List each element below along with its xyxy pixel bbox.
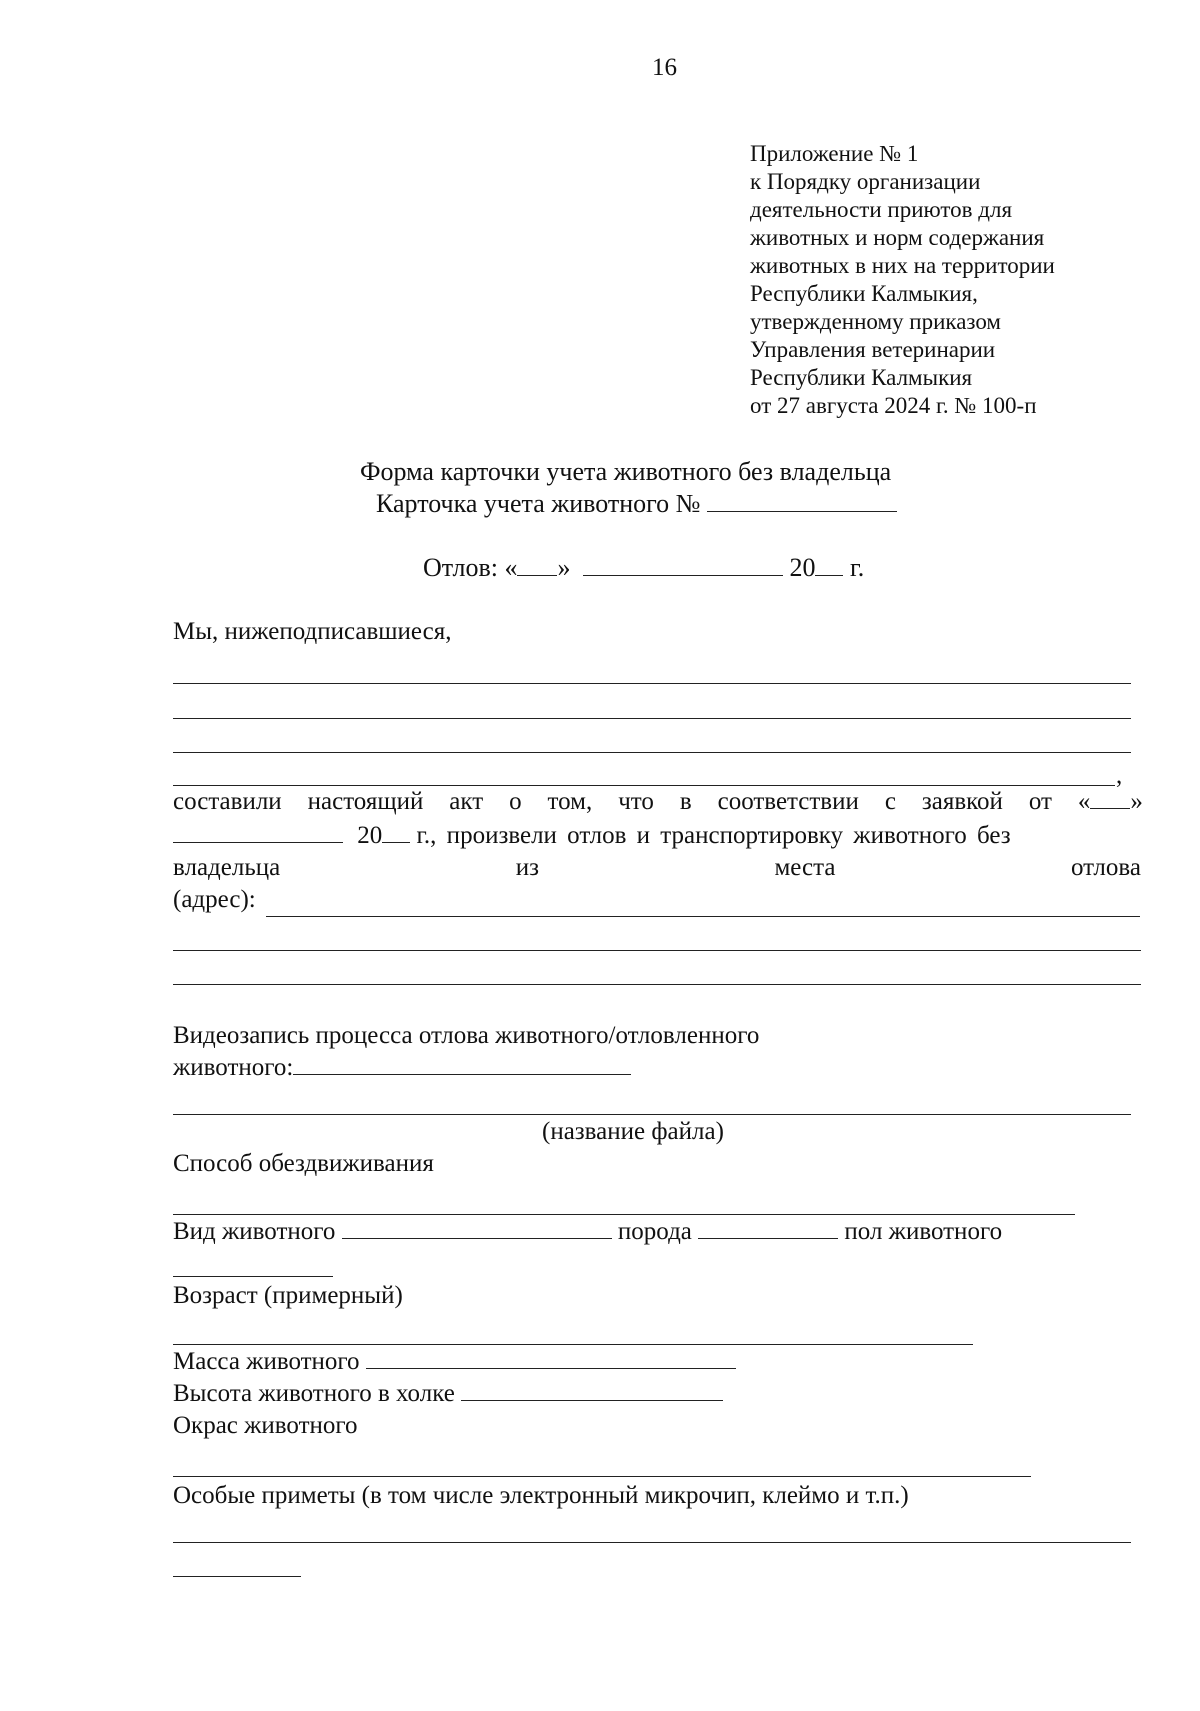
act-word: о [509, 788, 522, 815]
capture-year-field[interactable] [815, 553, 843, 576]
color-label: Окрас животного [173, 1412, 358, 1439]
weight-label: Масса животного [173, 1348, 360, 1375]
animal-type-line [173, 1216, 1002, 1248]
appendix-line: животных и норм содержания [750, 225, 1045, 250]
animal-type-field[interactable] [342, 1216, 612, 1239]
act-line-3 [173, 852, 1141, 884]
immobilization-label: Способ обездвиживания [173, 1150, 434, 1177]
appendix-line: Управления ветеринарии [750, 337, 996, 362]
act-line-1 [173, 786, 1143, 818]
immobilization-field[interactable] [173, 1214, 1075, 1215]
capture-year-suffix: г. [849, 553, 865, 582]
file-name-caption: (название файла) [542, 1118, 724, 1145]
act-word: от [1028, 788, 1052, 815]
act-word: заявкой [921, 788, 1003, 815]
appendix-line: утвержденному приказом [750, 309, 1001, 334]
address-field-2[interactable] [173, 950, 1141, 951]
card-number-field[interactable] [707, 489, 897, 512]
act-word: акт [449, 788, 484, 815]
request-day-group: « » [1077, 788, 1143, 815]
appendix-line: Республики Калмыкия [750, 365, 973, 390]
capture-year-prefix: 20 [789, 553, 816, 582]
appendix-line: от 27 августа 2024 г. № 100-п [750, 393, 1037, 418]
act-line-3-word: из [515, 854, 539, 881]
height-line [173, 1378, 723, 1410]
address-field-3[interactable] [173, 984, 1141, 985]
appendix-line: к Порядку организации [750, 169, 981, 194]
act-line-2 [173, 820, 1011, 852]
page-number: 16 [652, 54, 677, 81]
request-day-field[interactable] [1090, 786, 1130, 809]
weight-line [173, 1346, 736, 1378]
form-title: Форма карточки учета животного без владельца [360, 457, 892, 486]
capture-day-field[interactable] [517, 553, 557, 576]
capture-date-line [423, 552, 864, 584]
marks-label: Особые приметы (в том числе электронный микрочип, клеймо и т.п.) [173, 1482, 909, 1509]
age-label: Возраст (примерный) [173, 1282, 403, 1309]
signers-comma: , [1116, 762, 1123, 789]
sex-field[interactable] [173, 1276, 333, 1277]
act-word: настоящий [307, 788, 424, 815]
appendix-line: животных в них на территории [750, 253, 1055, 278]
capture-close-quote: » [557, 553, 571, 582]
appendix-line: деятельности приютов для [750, 197, 1013, 222]
appendix-line: Республики Калмыкия, [750, 281, 978, 306]
capture-date-label: Отлов: « [423, 553, 518, 582]
appendix-line: Приложение № 1 [750, 141, 919, 166]
appendix-block [750, 140, 1055, 420]
signers-label: Мы, нижеподписавшиеся, [173, 618, 452, 645]
act-word: в [679, 788, 692, 815]
card-title: Карточка учета животного № [376, 489, 701, 518]
marks-field-1[interactable] [173, 1542, 1131, 1543]
request-year-field[interactable] [382, 820, 410, 843]
request-month-field[interactable] [173, 820, 343, 843]
color-field[interactable] [173, 1476, 1031, 1477]
card-title-line [376, 488, 897, 520]
act-word: составили [173, 788, 282, 815]
marks-field-2[interactable] [173, 1576, 301, 1577]
animal-type-label: Вид животного [173, 1218, 336, 1245]
video-label-line-2: животного: [173, 1052, 631, 1084]
height-label: Высота животного в холке [173, 1380, 455, 1407]
breed-label: порода [617, 1218, 692, 1245]
act-word: том, [547, 788, 593, 815]
request-year-prefix: 20 [357, 822, 383, 849]
breed-field[interactable] [698, 1216, 838, 1239]
capture-month-field[interactable] [583, 553, 783, 576]
act-word: соответствии [717, 788, 859, 815]
video-file-field[interactable] [293, 1052, 631, 1075]
act-line-3-word: отлова [1070, 854, 1141, 881]
signer-line-3[interactable] [173, 752, 1131, 753]
act-line-2-text: г., произвели отлов и транспортировку животного без [416, 822, 1011, 849]
act-word: с [884, 788, 896, 815]
video-file-field-2[interactable] [173, 1114, 1131, 1115]
act-line-3-word: владельца [173, 854, 281, 881]
height-field[interactable] [461, 1378, 723, 1401]
address-label: (адрес): [173, 886, 256, 913]
signer-line-2[interactable] [173, 718, 1131, 719]
signer-line-1[interactable] [173, 683, 1131, 684]
request-close-quote: » [1130, 788, 1143, 815]
video-label-line-1: Видеозапись процесса отлова животного/отловленного [173, 1022, 760, 1049]
sex-label: пол животного [844, 1218, 1003, 1245]
address-field-1[interactable] [266, 916, 1140, 917]
act-word: что [618, 788, 654, 815]
act-line-3-word: места [774, 854, 836, 881]
age-field[interactable] [173, 1344, 973, 1345]
weight-field[interactable] [366, 1346, 736, 1369]
